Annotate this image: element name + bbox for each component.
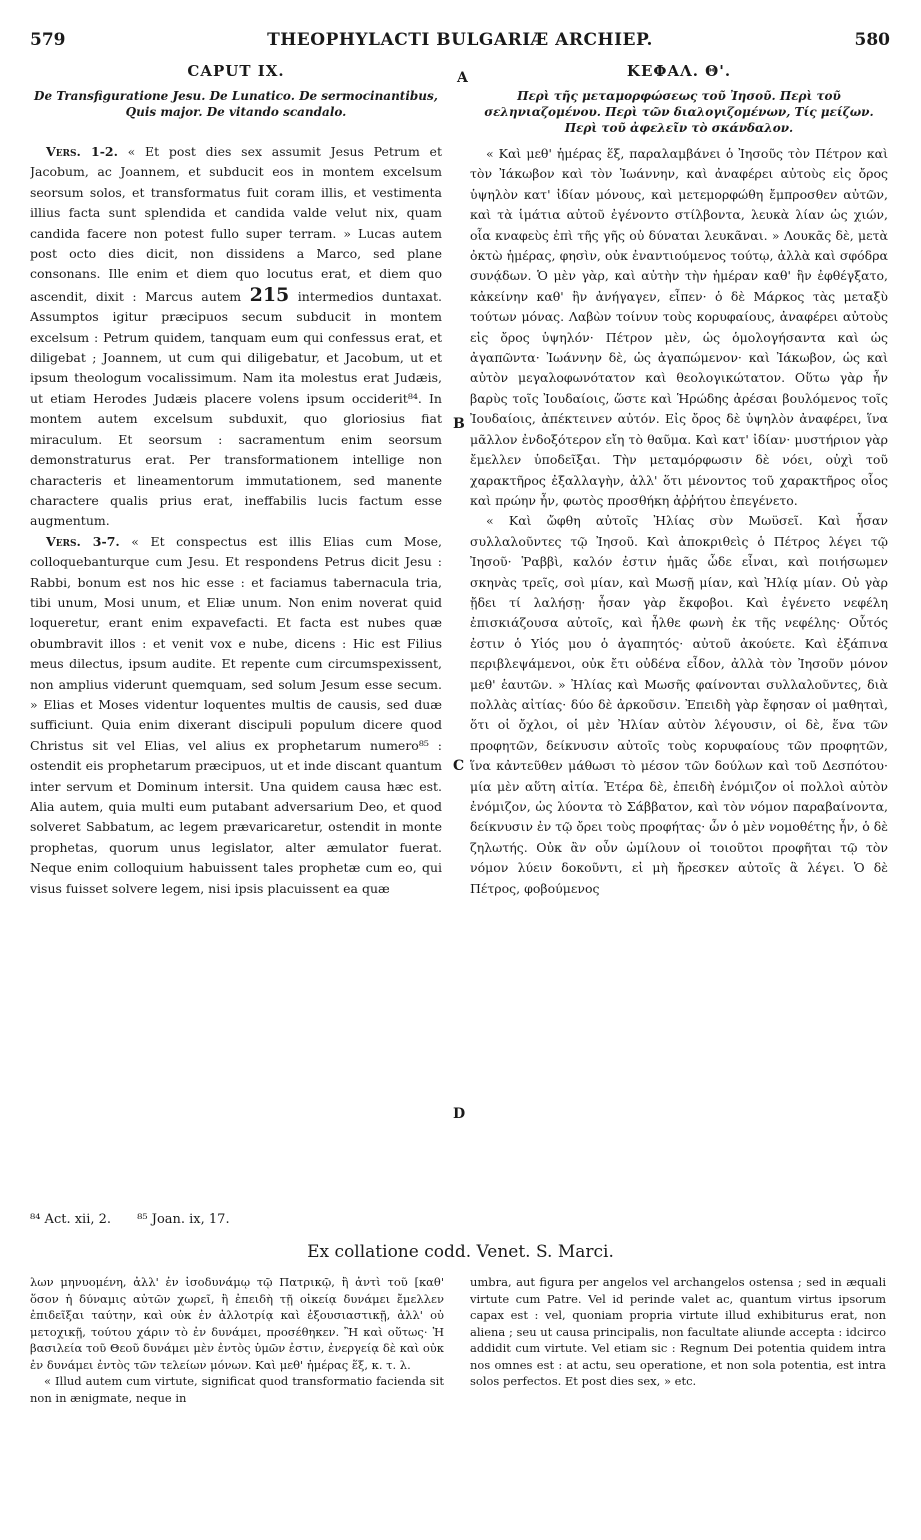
verse-label: Vers. 3-7. [46, 533, 120, 549]
chapter-summary-latin: De Transfiguratione Jesu. De Lunatico. De sermocinantibus, Quis major. De vitando scandalo. [34, 89, 438, 119]
latin-paragraph [30, 142, 442, 532]
caput-heading: CAPUT IX. [187, 62, 285, 80]
collation-latin-text: « Illud autem cum virtute, significat quod transformatio facienda sit non in ænigmate, neque in [30, 1374, 444, 1405]
section-letter-b: B [453, 416, 465, 432]
footnote: ⁸⁵ Joan. ix, 17. [137, 1212, 230, 1227]
greek-body [470, 144, 888, 899]
running-header [30, 30, 890, 56]
latin-column [30, 62, 442, 1202]
collation-heading: Ex collatione codd. Venet. S. Marci. [307, 1242, 614, 1262]
verse-label: Vers. 1-2. [46, 144, 118, 159]
latin-body [30, 142, 442, 899]
collation-greek-text: λων μηνυομένη, ἀλλ' ἐν ἰσοδυνάμῳ τῷ Πατρικῷ, ἢ ἀντὶ τοῦ [καθ' ὅσον ἡ δύναμις αὐτῶν χωρεῖ, ἢ ἐπειδὴ τῇ οἰκείᾳ δυνάμει ἔμελλεν ἐπιδεῖξαι ταύτην, καὶ οὐκ ἐν ἀλλοτρίᾳ καὶ ἐξουσιαστικῇ, ἀλλ' οὐ μετοχικῇ, τούτου χάριν τὸ ἐν δυνάμει, προσέθηκεν. Ἢ καὶ οὕτως· Ἡ βασιλεία τοῦ Θεοῦ δυνάμει μὲν ἐντὸς ὑμῶν ἐστιν, ἐνεργείᾳ δὲ καὶ οὐκ ἐν δυνάμει ἐντὸς τῶν τελείων μόνων. Καὶ μεθ' ἡμέρας ἕξ, κ. τ. λ. [30, 1275, 444, 1372]
latin-paragraph [30, 532, 442, 899]
greek-paragraph: « Καὶ μεθ' ἡμέρας ἕξ, παραλαμβάνει ὁ Ἰησοῦς τὸν Πέτρον καὶ τὸν Ἰάκωβον καὶ τὸν Ἰωάννην, καὶ ἀναφέρει αὐτοὺς εἰς ὄρος ὑψηλὸν κατ' ἰδίαν μόνους, καὶ μετεμορφώθη ἔμπροσθεν αὐτῶν, καὶ τὰ ἱμάτια αὐτοῦ ἐγένοντο στίλβοντα, λευκὰ λίαν ὡς χιών, οἷα κναφεὺς ἐπὶ τῆς γῆς οὐ δύναται λευκᾶναι. » Λουκᾶς δὲ, μετὰ ὀκτὼ ἡμέρας, φησὶν, οὐκ ἐναντιούμενος τούτῳ, ἀλλὰ καὶ σφόδρα συνᾴδων. Ὁ μὲν γὰρ, καὶ αὐτὴν τὴν ἡμέραν καθ' ἣν ἐφθέγξατο, κἀκείνην καθ' ἣν ἀνήγαγεν, εἶπεν· ὁ δὲ Μάρκος τὰς μεταξὺ τούτων μόνας. Λαβὼν τοίνυν τοὺς κορυφαίους, ἀναφέρει αὐτοὺς εἰς ὄρος ὑψηλόν· Πέτρον μὲν, ὡς ὁμολογήσαντα καὶ ὡς ἀγαπῶντα· Ἰωάννην δὲ, ὡς ἀγαπώμενον· καὶ Ἰάκωβον, ὡς καὶ αὐτὸν μεγαλοφωνότατον καὶ θεολογικώτατον. Οὕτω γὰρ ἦν βαρὺς τοῖς Ἰουδαίοις, ὥστε καὶ Ἡρώδης ἀρέσαι βουλόμενος τοῖς Ἰουδαίοις, ἀπέκτεινεν αὐτόν. Εἰς ὄρος δὲ ὑψηλὸν ἀναφέρει, ἵνα μᾶλλον ἐνδοξότερον εἴη τὸ θαῦμα. Καὶ κατ' ἰδίαν· μυστήριον γὰρ ἔμελλεν ὑποδεῖξαι. Τὴν μεταμόρφωσιν δὲ νόει, οὐχὶ τοῦ χαρακτῆρος ἐξαλλαγὴν, ἀλλ' ὅτι μένοντος τοῦ χαρακτῆρος οἷος καὶ πρώην ἦν, φωτὸς προσθήκη ἀῤῥήτου ἐπεγένετο. [470, 146, 888, 508]
footnote: ⁸⁴ Act. xii, 2. [30, 1212, 112, 1227]
chapter-summary-greek: Περὶ τῆς μεταμορφώσεως τοῦ Ἰησοῦ. Περὶ τοῦ σεληνιαζομένου. Περὶ τῶν διαλογιζομένων, Τίς μείζων. Περὶ τοῦ ἀφελεῖν τὸ σκάνδαλον. [484, 89, 874, 135]
latin-text: « Et post dies sex assumit Jesus Petrum et Jacobum, ac Joannem, et subducit eos in montem excelsum seorsum solos, et transformatus fuit coram illis, et vestimenta illius facta sunt splendida et candida valde velut nix, quam candida facere non potest fullo super terram. » Lucas autem post octo dies dicit, non dissidens a Marco, sed plane consonans. Ille enim et diem quo locutus erat, et diem quo ascendit, dixit : Marcus autem [30, 144, 442, 304]
kephal-heading: ΚΕΦΑΛ. Θ'. [626, 62, 732, 80]
collation-right-column [470, 1274, 886, 1510]
running-title: THEOPHYLACTI BULGARIÆ ARCHIEP. [267, 30, 653, 50]
collation-latin-text: umbra, aut figura per angelos vel archangelos ostensa ; sed in æquali virtute cum Patre. Vel id perinde valet ac, quantum virtus ipsorum capax est : vel, quoniam propria virtute illud exhibiturus erat, non aliena ; seu ut causa principalis, non facultate aliunde accepta : idcirco addidit cum virtute. Vel etiam sic : Regnum Dei potentia quidem intra nos omnes est : at actu, seu operatione, et non sola potentia, est intra solos perfectos. Et post dies sex, » etc. [470, 1275, 886, 1388]
section-letter-c: C [453, 758, 465, 774]
latin-text: « Et conspectus est illis Elias cum Mose, colloquebanturque cum Jesu. Et respondens Petrus dicit Jesu : Rabbi, bonum est nos hic esse : et faciamus tabernacula tria, tibi unum, Mosi unum, et Eliæ unum. Non enim noverat quid loqueretur, erant enim expavefacti. Et facta est nubes quæ obumbravit illos : et venit vox e nube, dicens : Hic est Filius meus dilectus, ipsum audite. Et repente cum circumspexissent, non amplius viderunt quemquam, sed solum Jesum esse secum. » Elias et Moses videntur loquentes multis de causis, sed duæ sufficiunt. Quia enim dixerant discipuli populum dicere quod Christus sit vel Elias, vel alius ex prophetarum numero⁸⁵ : ostendit eis prophetarum præcipuos, ut et inde discant quantum inter servum et Dominum intersit. Una quidem causa hæc est. Alia autem, quia multi eum putabant adversarium Deo, et quod solveret Sabbatum, ac legem prævaricaretur, ostendit in monte prophetas, quorum unus legislator, alter æmulator fuerat. Neque enim colloquium habuissent tales prophetæ cum eo, qui visus fuisset solvere legem, nisi ipsis placuissent ea quæ [30, 533, 442, 896]
section-letter-a: A [457, 70, 468, 86]
page-number-right: 580 [854, 30, 890, 50]
greek-column [470, 62, 888, 1202]
collation-left-column [30, 1274, 444, 1510]
column-marker-number: 215 [249, 283, 290, 306]
greek-paragraph: « Καὶ ὤφθη αὐτοῖς Ἠλίας σὺν Μωϋσεῖ. Καὶ ἦσαν συλλαλοῦντες τῷ Ἰησοῦ. Καὶ ἀποκριθεὶς ὁ Πέτρος λέγει τῷ Ἰησοῦ· Ῥαββὶ, καλόν ἐστιν ἡμᾶς ὧδε εἶναι, καὶ ποιήσωμεν σκηνὰς τρεῖς, σοὶ μίαν, καὶ Μωσῇ μίαν, καὶ Ἠλίᾳ μίαν. Οὐ γὰρ ᾔδει τί λαλήσῃ· ἦσαν γὰρ ἔκφοβοι. Καὶ ἐγένετο νεφέλη ἐπισκιάζουσα αὐτοῖς, καὶ ἦλθε φωνὴ ἐκ τῆς νεφέλης· Οὗτός ἐστιν ὁ Υἱός μου ὁ ἀγαπητός· αὐτοῦ ἀκούετε. Καὶ ἐξάπινα περιβλεψάμενοι, οὐκ ἔτι οὐδένα εἶδον, ἀλλὰ τὸν Ἰησοῦν μόνον μεθ' ἑαυτῶν. » Ἠλίας καὶ Μωσῆς φαίνονται συλλαλοῦντες, διὰ πολλὰς αἰτίας· δύο δὲ ἀρκοῦσιν. Ἐπειδὴ γὰρ ἔφησαν οἱ μαθηταὶ, ὅτι οἱ ὄχλοι, οἱ μὲν Ἠλίαν αὐτὸν λέγουσιν, οἱ δὲ, ἕνα τῶν προφητῶν, δείκνυσιν αὐτοῖς τοὺς κορυφαίους τῶν προφητῶν, ἵνα κἀντεῦθεν μάθωσι τὸ μέσον τῶν δούλων καὶ τοῦ Δεσπότου· μία μὲν αὕτη αἰτία. Ἑτέρα δὲ, ἐπειδὴ ἐνόμιζον οἱ πολλοὶ αὐτὸν ἐνόμιζον, ὡς λύοντα τὸ Σάββατον, καὶ τὸν νόμον παραβαίνοντα, δείκνυσιν ἐν τῷ ὄρει τοὺς προφήτας· ὧν ὁ μὲν νομοθέτης ἦν, ὁ δὲ ζηλωτής. Οὐκ ἂν οὖν ὡμίλουν οἱ τοιοῦτοι προφῆται τῷ τὸν νόμον λύειν δοκοῦντι, εἰ μὴ ἤρεσκεν αὐτοῖς ἃ λέγει. Ὁ δὲ Πέτρος, φοβούμενος [470, 513, 888, 896]
latin-text: intermedios duntaxat. Assumptos igitur præcipuos secum subducit in montem excelsum : Petrum quidem, tanquam eum qui confessus erat, et diligebat ; Joannem, ut cum qui diligebatur, et Jacobum, ut et ipsum theologum vocalissimum. Nam ita molestus erat Judæis, ut etiam Herodes Judæis placere volens ipsum occiderit⁸⁴. In montem autem excelsum subduxit, quo gloriosius fiat miraculum. Et seorsum : sacramentum enim seorsum demonstraturus erat. Per transformationem intellige non characteris et lineamentorum immutationem, sed manente charactere qualis prius erat, ineffabilis lucis factum esse augmentum. [30, 288, 442, 529]
page-number-left: 579 [30, 30, 66, 50]
section-letter-d: D [453, 1106, 466, 1122]
footnotes [30, 1212, 252, 1227]
